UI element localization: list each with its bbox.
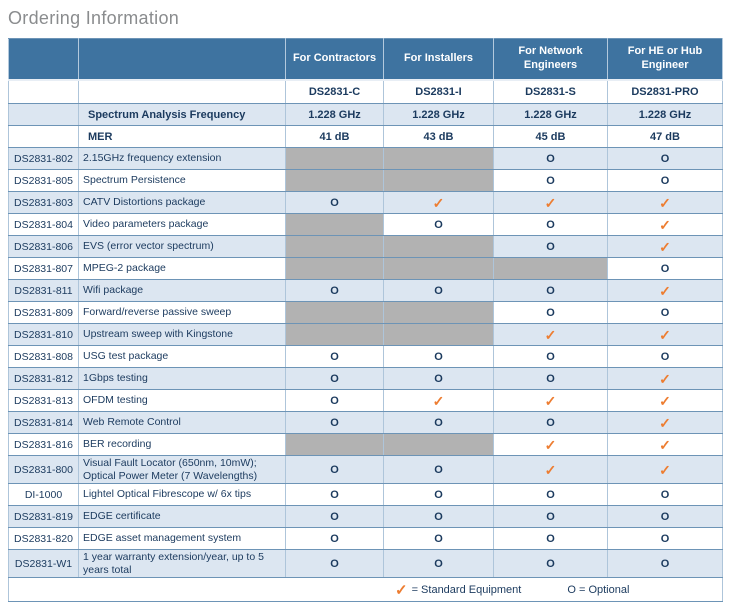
standard-equipment-mark: ✓ <box>608 280 723 302</box>
optional-mark: O <box>286 346 384 368</box>
feature-row <box>9 236 723 258</box>
optional-mark: O <box>494 550 608 578</box>
spec-value: 41 dB <box>286 126 384 148</box>
model-name: DS2831-I <box>384 80 494 104</box>
feature-row <box>9 368 723 390</box>
optional-mark: O <box>608 346 723 368</box>
feature-description: 1Gbps testing <box>79 368 286 390</box>
feature-description: EDGE certificate <box>79 506 286 528</box>
optional-mark: O <box>494 214 608 236</box>
not-available-cell <box>286 170 384 192</box>
not-available-cell <box>384 236 494 258</box>
feature-id: DS2831-803 <box>9 192 79 214</box>
column-header-network-engineers: For Network Engineers <box>494 39 608 81</box>
optional-mark: O <box>286 456 384 484</box>
optional-mark: O <box>608 302 723 324</box>
page-title: Ordering Information <box>8 8 180 28</box>
not-available-cell <box>384 258 494 280</box>
model-empty-id <box>9 80 79 104</box>
optional-mark: O <box>494 236 608 258</box>
optional-mark: O <box>494 148 608 170</box>
standard-equipment-mark: ✓ <box>608 214 723 236</box>
spec-value: 43 dB <box>384 126 494 148</box>
not-available-cell <box>384 302 494 324</box>
optional-mark: O <box>286 550 384 578</box>
feature-id: DS2831-800 <box>9 456 79 484</box>
optional-mark: O <box>494 412 608 434</box>
feature-row <box>9 324 723 346</box>
optional-mark: O <box>384 550 494 578</box>
optional-mark: O <box>286 280 384 302</box>
standard-equipment-mark: ✓ <box>608 236 723 258</box>
spec-label: MER <box>79 126 286 148</box>
spec-value: 1.228 GHz <box>286 104 384 126</box>
optional-mark: O <box>494 280 608 302</box>
feature-row <box>9 258 723 280</box>
spec-empty-id <box>9 104 79 126</box>
feature-id: DS2831-809 <box>9 302 79 324</box>
optional-mark: O <box>608 170 723 192</box>
not-available-cell <box>384 148 494 170</box>
standard-equipment-mark: ✓ <box>608 390 723 412</box>
feature-id: DS2831-804 <box>9 214 79 236</box>
feature-row <box>9 192 723 214</box>
optional-mark: O <box>286 412 384 434</box>
feature-id: DS2831-816 <box>9 434 79 456</box>
not-available-cell <box>494 258 608 280</box>
header-empty-id <box>9 39 79 81</box>
column-header-installers: For Installers <box>384 39 494 81</box>
check-icon: ✓ <box>395 581 408 599</box>
feature-description: Spectrum Persistence <box>79 170 286 192</box>
feature-description: Visual Fault Locator (650nm, 10mW); Optical Power Meter (7 Wavelengths) <box>79 456 286 484</box>
feature-description: Wifi package <box>79 280 286 302</box>
optional-mark: O <box>286 506 384 528</box>
legend <box>395 581 718 599</box>
legend-optional-label: O = Optional <box>567 583 630 596</box>
optional-mark: O <box>384 280 494 302</box>
feature-description: Web Remote Control <box>79 412 286 434</box>
feature-description: MPEG-2 package <box>79 258 286 280</box>
feature-id: DS2831-805 <box>9 170 79 192</box>
feature-id: DS2831-802 <box>9 148 79 170</box>
not-available-cell <box>286 236 384 258</box>
legend-cell <box>9 578 723 602</box>
standard-equipment-mark: ✓ <box>494 192 608 214</box>
optional-mark: O <box>384 484 494 506</box>
standard-equipment-mark: ✓ <box>494 324 608 346</box>
standard-equipment-mark: ✓ <box>608 192 723 214</box>
optional-mark: O <box>286 484 384 506</box>
optional-mark: O <box>384 214 494 236</box>
standard-equipment-mark: ✓ <box>608 456 723 484</box>
optional-mark: O <box>494 302 608 324</box>
feature-description: Upstream sweep with Kingstone <box>79 324 286 346</box>
feature-id: DS2831-806 <box>9 236 79 258</box>
feature-row <box>9 506 723 528</box>
optional-mark: O <box>494 170 608 192</box>
optional-mark: O <box>608 484 723 506</box>
feature-id: DS2831-808 <box>9 346 79 368</box>
optional-mark: O <box>494 368 608 390</box>
optional-mark: O <box>494 506 608 528</box>
not-available-cell <box>384 324 494 346</box>
spec-value: 47 dB <box>608 126 723 148</box>
spec-value: 1.228 GHz <box>494 104 608 126</box>
standard-equipment-mark: ✓ <box>494 390 608 412</box>
model-name: DS2831-S <box>494 80 608 104</box>
standard-equipment-mark: ✓ <box>494 456 608 484</box>
standard-equipment-mark: ✓ <box>608 412 723 434</box>
not-available-cell <box>286 324 384 346</box>
feature-id: DS2831-814 <box>9 412 79 434</box>
optional-mark: O <box>286 368 384 390</box>
column-header-contractors: For Contractors <box>286 39 384 81</box>
feature-id: DS2831-810 <box>9 324 79 346</box>
spec-empty-id <box>9 126 79 148</box>
optional-mark: O <box>608 506 723 528</box>
not-available-cell <box>384 170 494 192</box>
feature-id: DS2831-812 <box>9 368 79 390</box>
feature-row <box>9 170 723 192</box>
feature-row <box>9 148 723 170</box>
feature-row <box>9 302 723 324</box>
feature-description: 1 year warranty extension/year, up to 5 years total <box>79 550 286 578</box>
standard-equipment-mark: ✓ <box>384 192 494 214</box>
not-available-cell <box>384 434 494 456</box>
model-name: DS2831-C <box>286 80 384 104</box>
optional-mark: O <box>384 456 494 484</box>
feature-row <box>9 550 723 578</box>
feature-rows <box>9 148 723 578</box>
spec-row-mer <box>9 126 723 148</box>
feature-id: DI-1000 <box>9 484 79 506</box>
model-name: DS2831-PRO <box>608 80 723 104</box>
spec-value: 1.228 GHz <box>608 104 723 126</box>
feature-row <box>9 214 723 236</box>
not-available-cell <box>286 214 384 236</box>
optional-mark: O <box>384 506 494 528</box>
feature-id: DS2831-811 <box>9 280 79 302</box>
not-available-cell <box>286 434 384 456</box>
feature-id: DS2831-820 <box>9 528 79 550</box>
optional-mark: O <box>608 550 723 578</box>
feature-id: DS2831-819 <box>9 506 79 528</box>
spec-label: Spectrum Analysis Frequency <box>79 104 286 126</box>
feature-description: Forward/reverse passive sweep <box>79 302 286 324</box>
feature-description: EVS (error vector spectrum) <box>79 236 286 258</box>
feature-row <box>9 434 723 456</box>
spec-value: 45 dB <box>494 126 608 148</box>
feature-row <box>9 484 723 506</box>
column-header-he-hub-engineer: For HE or Hub Engineer <box>608 39 723 81</box>
feature-description: OFDM testing <box>79 390 286 412</box>
optional-mark: O <box>384 528 494 550</box>
ordering-table <box>8 38 723 602</box>
feature-description: BER recording <box>79 434 286 456</box>
optional-mark: O <box>494 484 608 506</box>
feature-description: 2.15GHz frequency extension <box>79 148 286 170</box>
feature-description: USG test package <box>79 346 286 368</box>
model-row <box>9 80 723 104</box>
standard-equipment-mark: ✓ <box>494 434 608 456</box>
feature-row <box>9 280 723 302</box>
not-available-cell <box>286 258 384 280</box>
spec-row-frequency <box>9 104 723 126</box>
optional-mark: O <box>286 192 384 214</box>
feature-row <box>9 412 723 434</box>
standard-equipment-mark: ✓ <box>608 368 723 390</box>
feature-description: CATV Distortions package <box>79 192 286 214</box>
feature-row <box>9 528 723 550</box>
feature-description: Lightel Optical Fibrescope w/ 6x tips <box>79 484 286 506</box>
standard-equipment-mark: ✓ <box>608 324 723 346</box>
optional-mark: O <box>608 148 723 170</box>
not-available-cell <box>286 302 384 324</box>
feature-description: Video parameters package <box>79 214 286 236</box>
optional-mark: O <box>384 368 494 390</box>
feature-id: DS2831-W1 <box>9 550 79 578</box>
model-empty-desc <box>79 80 286 104</box>
standard-equipment-mark: ✓ <box>384 390 494 412</box>
feature-id: DS2831-813 <box>9 390 79 412</box>
optional-mark: O <box>384 412 494 434</box>
optional-mark: O <box>494 346 608 368</box>
spec-value: 1.228 GHz <box>384 104 494 126</box>
feature-id: DS2831-807 <box>9 258 79 280</box>
legend-standard-label: = Standard Equipment <box>411 583 522 596</box>
feature-description: EDGE asset management system <box>79 528 286 550</box>
optional-mark: O <box>286 528 384 550</box>
header-row <box>9 39 723 81</box>
standard-equipment-mark: ✓ <box>608 434 723 456</box>
feature-row <box>9 346 723 368</box>
optional-mark: O <box>608 528 723 550</box>
feature-row <box>9 390 723 412</box>
optional-mark: O <box>608 258 723 280</box>
header-empty-desc <box>79 39 286 81</box>
optional-mark: O <box>286 390 384 412</box>
legend-row <box>9 578 723 602</box>
optional-mark: O <box>384 346 494 368</box>
feature-row <box>9 456 723 484</box>
not-available-cell <box>286 148 384 170</box>
optional-mark: O <box>494 528 608 550</box>
